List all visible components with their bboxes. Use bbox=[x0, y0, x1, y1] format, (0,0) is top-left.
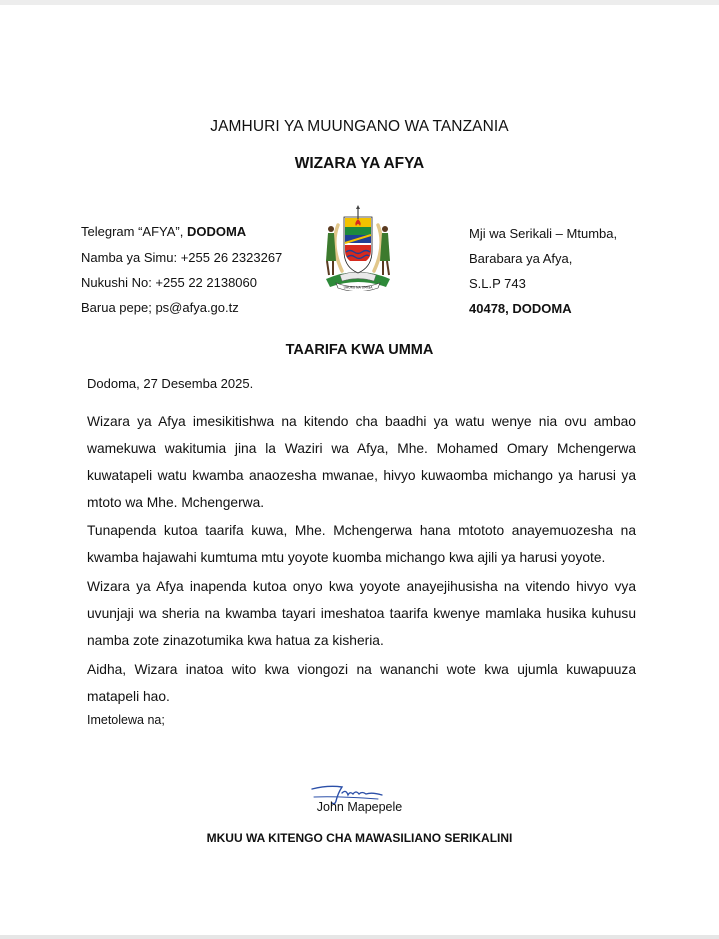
address-line-3: S.L.P 743 bbox=[469, 276, 526, 291]
document-page bbox=[0, 5, 719, 935]
signature-stroke bbox=[314, 797, 378, 799]
notice-paragraph-1: Wizara ya Afya imesikitishwa na kitendo cha baadhi ya watu wenye nia ovu ambao wamekuwa wakitumia jina la Waziri wa Afya, Mhe. Mohamed Omary Mchengerwa kuwatapeli watu kwamba anaozesha mwanae, hivyo kuwaomba michango ya harusi ya mtoto wa Mhe. Mchengerwa. bbox=[87, 414, 636, 510]
notice-paragraph-4: Aidha, Wizara inatoa wito kwa viongozi na wananchi wote kwa ujumla kuwapuuza matapeli hao. bbox=[87, 662, 636, 704]
address-line-1: Mji wa Serikali – Mtumba, bbox=[469, 226, 618, 241]
notice-date: Dodoma, 27 Desemba 2025. bbox=[87, 376, 254, 391]
tanzania-coat-of-arms-icon bbox=[316, 205, 400, 291]
issued-by-label: Imetolewa na; bbox=[87, 713, 165, 727]
signer-position: MKUU WA KITENGO CHA MAWASILIANO SERIKALINI bbox=[206, 831, 513, 845]
contact-telegram bbox=[81, 224, 246, 239]
emblem-motto: UHURU NA UMOJA bbox=[343, 285, 373, 290]
address-line-4: 40478, DODOMA bbox=[469, 301, 572, 316]
contact-email: Barua pepe; ps@afya.go.tz bbox=[81, 300, 239, 315]
notice-paragraph-3: Wizara ya Afya inapenda kutoa onyo kwa yoyote anayejihusisha na vitendo hivyo vya uvunjaji wa sheria na kwamba tayari imeshatoa taarifa kwenye mamlaka husika kuhusu namba zote zinazotumika kwa hatua za kisheria. bbox=[87, 579, 636, 648]
contact-fax: Nukushi No: +255 22 2138060 bbox=[81, 275, 257, 290]
address-line-2: Barabara ya Afya, bbox=[469, 251, 573, 266]
signer-name: John Mapepele bbox=[316, 800, 403, 814]
notice-paragraph-2: Tunapenda kutoa taarifa kuwa, Mhe. Mchengerwa hana mtototo anayemuozesha na kwamba hajawahi kumtuma mtu yoyote kuomba michango kwa ajili ya harusi yoyote. bbox=[87, 523, 636, 565]
republic-heading: JAMHURI YA MUUNGANO WA TANZANIA bbox=[210, 118, 509, 135]
contact-phone: Namba ya Simu: +255 26 2323267 bbox=[81, 250, 283, 265]
ministry-heading: WIZARA YA AFYA bbox=[294, 155, 425, 172]
bottom-edge bbox=[0, 935, 719, 939]
telegram-city: DODOMA bbox=[186, 224, 247, 239]
notice-title: TAARIFA KWA UMMA bbox=[285, 342, 434, 358]
telegram-prefix: Telegram “AFYA”, bbox=[81, 224, 187, 239]
signature-stroke bbox=[342, 791, 382, 795]
